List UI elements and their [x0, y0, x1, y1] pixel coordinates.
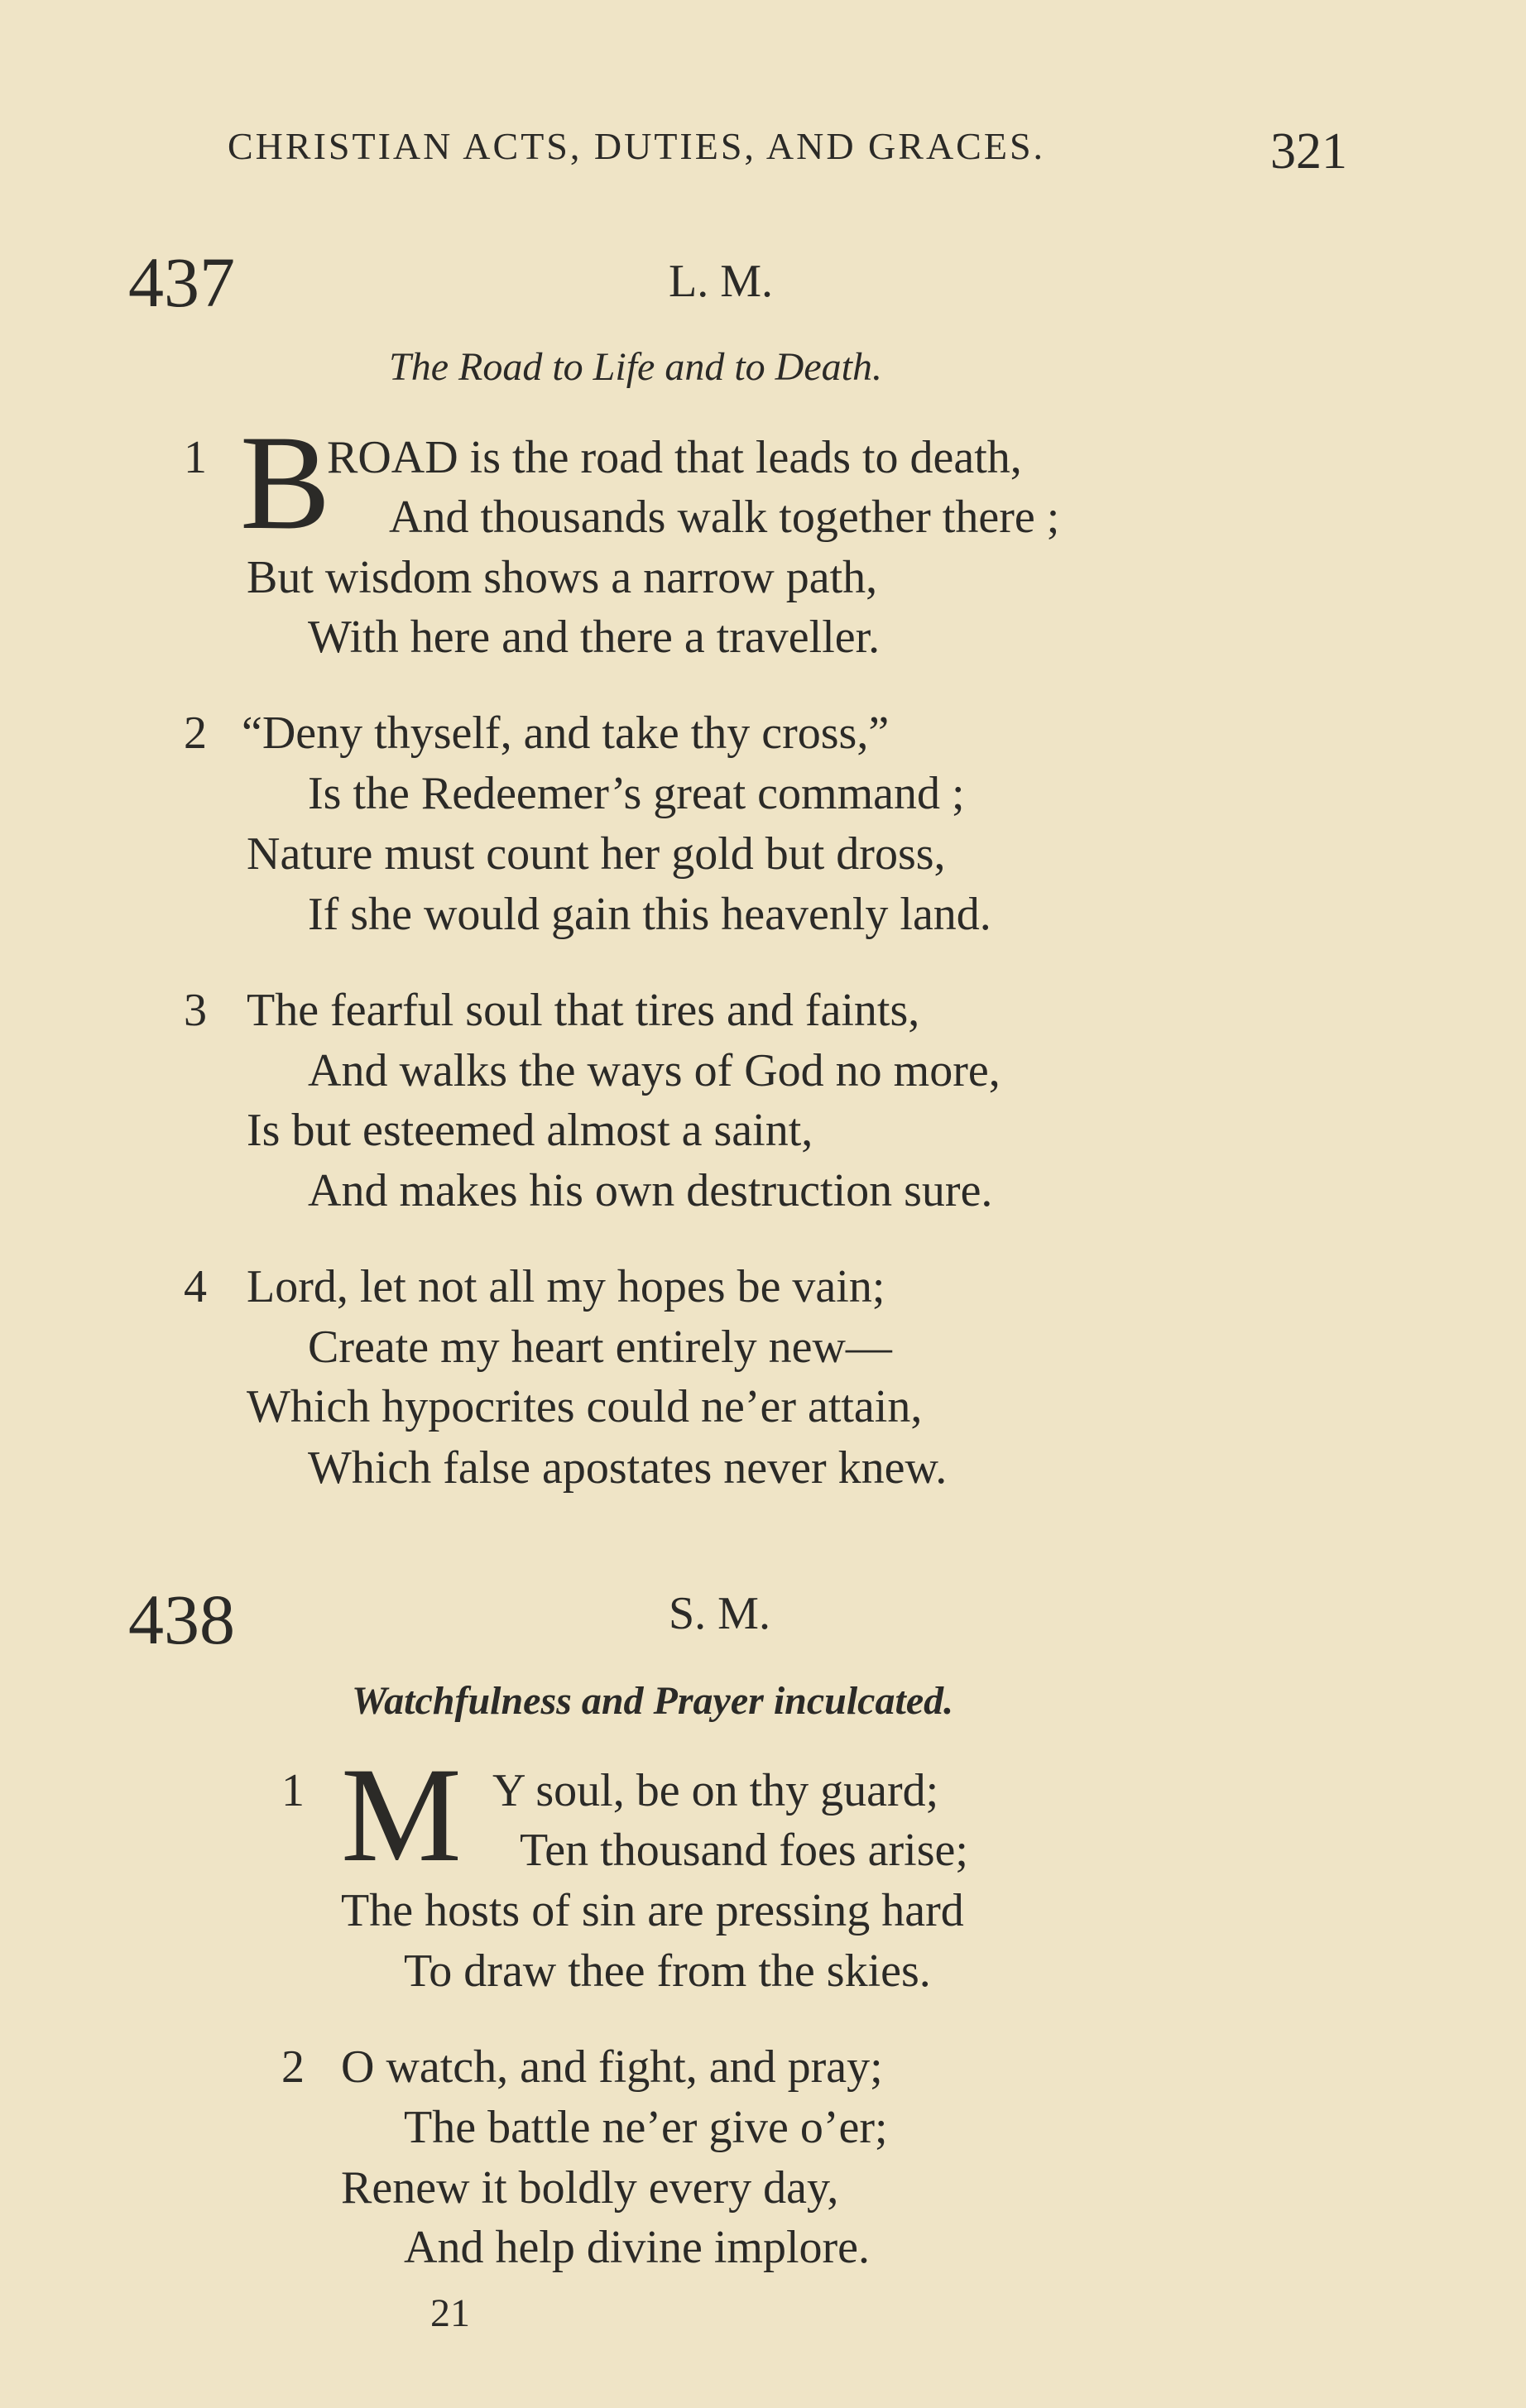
running-head: CHRISTIAN ACTS, DUTIES, AND GRACES.: [228, 125, 1046, 167]
verse-line: Is but esteemed almost a saint,: [247, 1105, 813, 1156]
verse-number: 2: [281, 2041, 305, 2093]
hymn-meter: L. M.: [669, 256, 773, 307]
verse-line: ROAD is the road that leads to death,: [327, 432, 1022, 483]
hymn-title: The Road to Life and to Death.: [389, 345, 882, 389]
verse-line: The battle ne’er give o’er;: [404, 2102, 888, 2153]
verse-line: Which false apostates never knew.: [308, 1442, 948, 1494]
drop-cap: M: [341, 1740, 462, 1890]
verse-line: To draw thee from the skies.: [404, 1945, 931, 1997]
verse-line: And makes his own destruction sure.: [308, 1165, 993, 1216]
verse-line: And help divine implore.: [404, 2222, 871, 2273]
verse-line: And walks the ways of God no more,: [308, 1045, 1001, 1096]
verse-line: Ten thousand foes arise;: [520, 1825, 968, 1876]
verse-line: Which hypocrites could ne’er attain,: [247, 1381, 923, 1432]
verse-line: Lord, let not all my hopes be vain;: [247, 1261, 885, 1312]
signature-mark: 21: [430, 2291, 470, 2335]
verse-line: Create my heart entirely new—: [308, 1322, 892, 1373]
verse-line: But wisdom shows a narrow path,: [247, 552, 878, 603]
hymn-meter: S. M.: [669, 1588, 770, 1639]
verse-number: 2: [184, 708, 207, 759]
verse-line: With here and there a traveller.: [308, 612, 881, 663]
verse-line: Renew it boldly every day,: [341, 2162, 839, 2214]
drop-cap: B: [240, 408, 331, 558]
verse-number: 1: [281, 1765, 305, 1816]
hymn-number: 437: [128, 242, 235, 322]
verse-number: 4: [184, 1261, 207, 1312]
verse-line: The hosts of sin are pressing hard: [341, 1885, 964, 1936]
verse-line: “Deny thyself, and take thy cross,”: [242, 708, 890, 759]
verse-number: 3: [184, 985, 207, 1036]
page-number: 321: [1270, 123, 1347, 180]
verse-line: Is the Redeemer’s great command ;: [308, 768, 965, 819]
verse-line: The fearful soul that tires and faints,: [247, 985, 920, 1036]
verse-line: Y soul, be on thy guard;: [492, 1765, 939, 1816]
verse-number: 1: [184, 432, 207, 483]
hymn-number: 438: [128, 1580, 235, 1659]
verse-line: Nature must count her gold but dross,: [247, 828, 946, 880]
verse-line: And thousands walk together there ;: [389, 492, 1060, 543]
hymn-title: Watchfulness and Prayer inculcated.: [352, 1679, 954, 1723]
verse-line: If she would gain this heavenly land.: [308, 889, 991, 940]
verse-line: O watch, and fight, and pray;: [341, 2041, 883, 2093]
